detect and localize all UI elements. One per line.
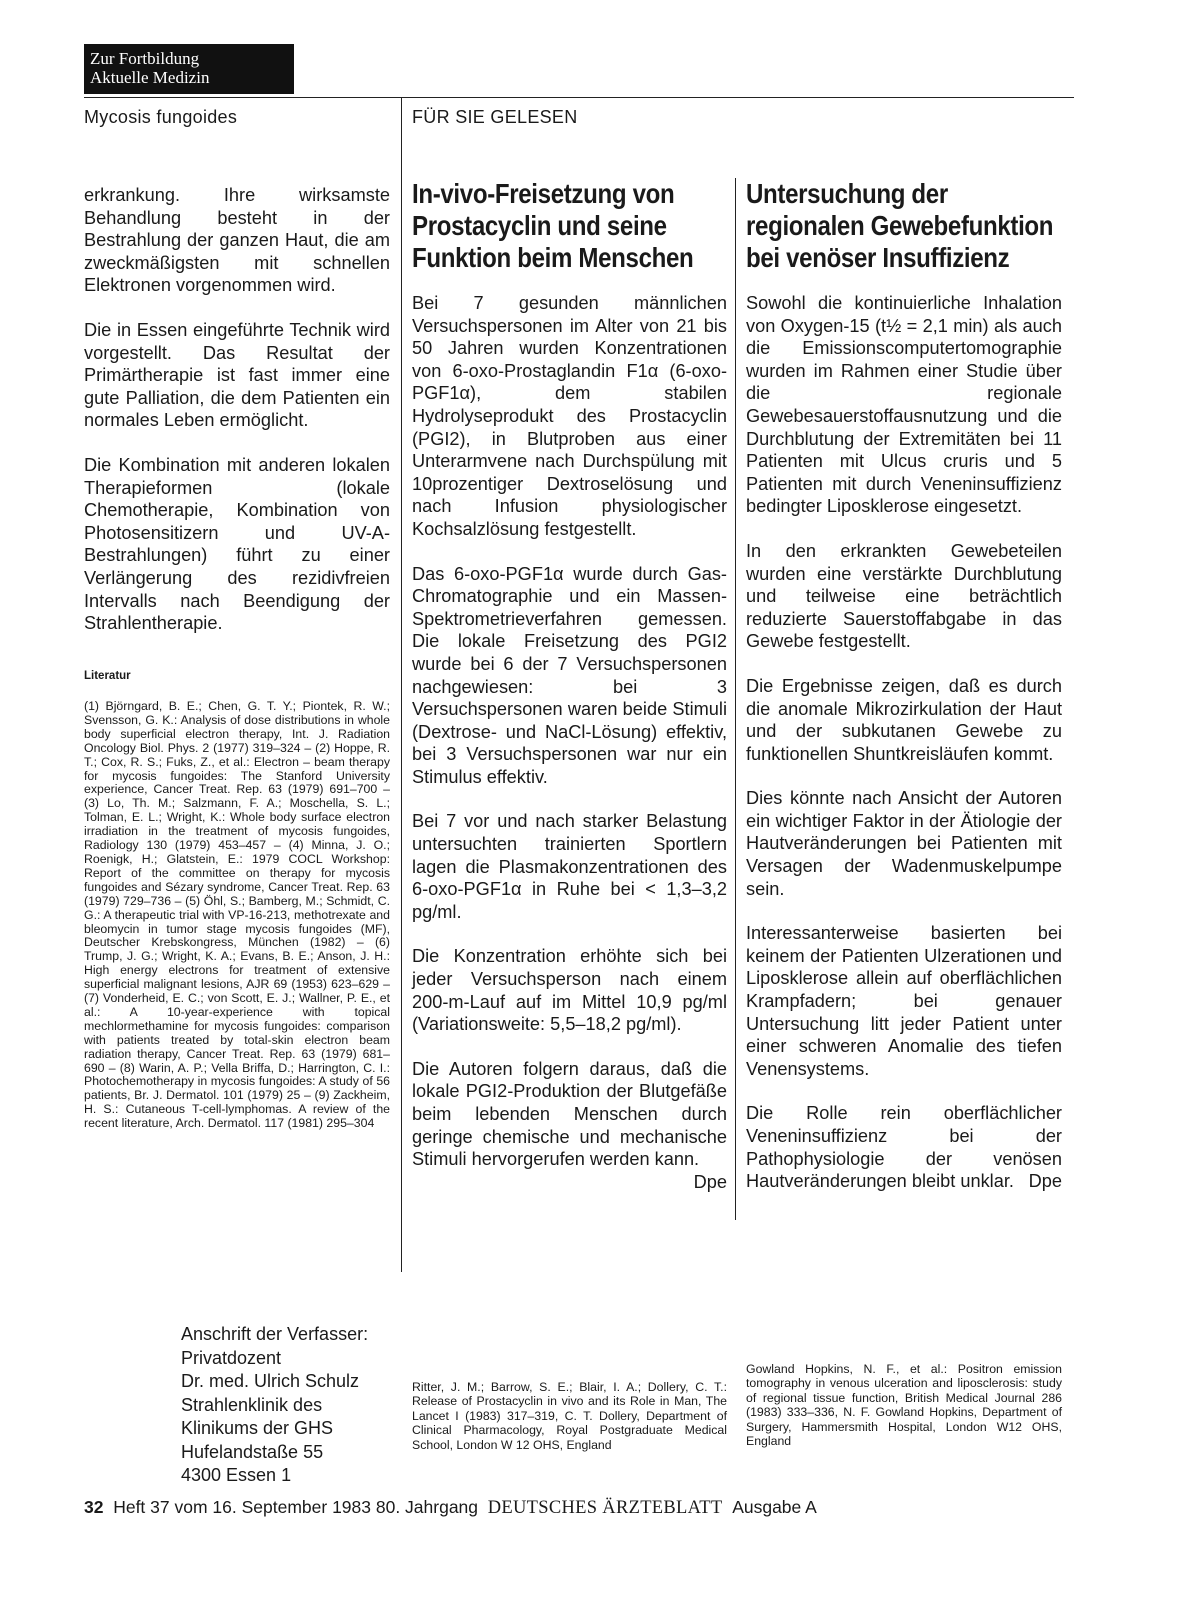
author-address [181, 1323, 401, 1488]
address-line: Strahlenklinik des [181, 1394, 323, 1415]
paragraph: Sowohl die kontinuierliche Inhalation von Oxygen-15 (t½ = 2,1 min) als auch die Emissionscomputertomographie wurden im Rahmen einer Studie über die regionale Gewebesauerstoffausnutzung und die Durchblutung der Extremitäten bei 11 Patienten mit Ulcus cruris und 5 Patienten mit durch Veneninsuffizienz bedingter Liposklerose eingesetzt. [746, 293, 1062, 517]
section-title-right: FÜR SIE GELESEN [412, 107, 578, 127]
paragraph: Die Autoren folgern daraus, daß die lokale PGI2-Produktion der Blutgefäße beim lebenden Menschen durch geringe chemische und mechanische Stimuli hervorgerufen werden kann. [412, 1058, 727, 1170]
paragraph: Das 6-oxo-PGF1α wurde durch Gas-Chromatographie und ein Massen-Spektrometrieverfahren gemessen. Die lokale Freisetzung des PGI2 wurde bei 6 der 7 Versuchspersonen nachgewiesen: bei 3 Versuchspersonen waren beide Stimuli (Dextrose- und NaCl-Lösung) effektiv, bei 3 Versuchspersonen war nur ein Stimulus effektiv. [412, 563, 727, 787]
reference: Ritter, J. M.; Barrow, S. E.; Blair, I. A.; Dollery, C. T.: Release of Prostacyclin in vivo and its Role in Man, The Lancet I (1983) 317–319, C. T. Dollery, Department of Clinical Pharmacology, Royal Postgraduate Medical School, London W 12 OHS, England [412, 1380, 727, 1452]
literature-heading: Literatur [84, 670, 131, 682]
header-rule [84, 97, 1074, 98]
paragraph: Die in Essen eingeführte Technik wird vorgestellt. Das Resultat der Primärtherapie ist fast immer eine gute Palliation, die dem Patienten ein normales Leben ermöglicht. [84, 319, 390, 431]
paragraph: Dies könnte nach Ansicht der Autoren ein wichtiger Faktor in der Ätiologie der Hautveränderungen bei Patienten mit Versagen der Wadenmuskelpumpe sein. [746, 788, 1062, 899]
badge-line-1: Zur Fortbildung [90, 49, 200, 68]
section-title-left: Mycosis fungoides [84, 107, 238, 127]
address-line: Klinikums der GHS [181, 1418, 334, 1438]
badge-line-2: Aktuelle Medizin [90, 68, 210, 87]
issue-info: Heft 37 vom 16. September 1983 80. Jahrgang [113, 1497, 479, 1517]
column-2-headline-wrap [412, 178, 727, 274]
column-2-body [412, 292, 727, 1193]
journal-name: DEUTSCHES ÄRZTEBLATT [487, 1498, 723, 1518]
article-headline: In-vivo-Freisetzung von Prostacyclin und seine Funktion beim Menschen [412, 178, 694, 273]
column-divider-2 [735, 178, 736, 1220]
paragraph: In den erkrankten Gewebeteilen wurden eine verstärkte Durchblutung und teilweise eine beträchtlich reduzierte Sauerstoffabgabe in das Gewebe festgestellt. [746, 540, 1062, 652]
column-divider-1 [401, 97, 402, 1272]
paragraph: Interessanterweise basierten bei keinem der Patienten Ulzerationen und Liposklerose allein auf oberflächlichen Krampfadern; bei genauer Untersuchung litt jeder Patient unter einer schweren Anomalie des tiefen Venensystems. [746, 923, 1062, 1079]
page-footer [84, 1497, 817, 1519]
edition: Ausgabe A [732, 1497, 817, 1517]
reference: Gowland Hopkins, N. F., et al.: Positron emission tomography in venous ulceration and liposclerosis: study of regional tissue function, British Medical Journal 286 (1983) 333–336, N. F. Gowland Hopkins, Department of Surgery, Hammersmith Hospital, London W12 OHS, England [746, 1362, 1062, 1449]
page-number: 32 [84, 1497, 104, 1517]
address-line: Hufelandstaße 55 [181, 1441, 324, 1462]
paragraph: Die Rolle rein oberflächlicher Veneninsuffizienz bei der Pathophysiologie der venösen Hautveränderungen bleibt unklar. [746, 1103, 1062, 1192]
column-3-headline-wrap [746, 178, 1064, 274]
column-3-body [746, 292, 1062, 1193]
literature-list: (1) Björngard, B. E.; Chen, G. T. Y.; Piontek, R. W.; Svensson, G. K.: Analysis of dose distributions in whole body superficial electron therapy, Int. J. Radiation Oncology Biol. Phys. 2 (1977) 319–324 – (2) Hoppe, R. T.; Cox, R. S.; Fuks, Z., et al.: Electron – beam therapy for mycosis fungoides: The Stanford University experience, Cancer Treat. Rep. 63 (1979) 691–700 – (3) Lo, Th. M.; Salzmann, F. A.; Moschella, S. L.; Tolman, E. L.; Wright, K.: Whole body surface electron irradiation in the treatment of mycosis fungoides, Radiology 130 (1979) 453–457 – (4) Minna, J. O.; Roenigk, H.; Glatstein, E.: 1979 COCL Workshop: Report of the committee on therapy for mycosis fungoides and Sézary syndrome, Cancer Treat. Rep. 63 (1979) 729–736 – (5) Öhl, S.; Bamberg, M.; Schmidt, C. G.: A therapeutic trial with VP-16-213, methotrexate and bleomycin in tumor stage mycosis fungoides (MF), Deutscher Krebskongress, München (1982) – (6) Trump, J. G.; Wright, K. A.; Evans, B. E.; Anson, J. H.: High energy electrons for treatment of extensive superficial malignant lesions, AJR 69 (1953) 623–629 – (7) Vonderheid, E. C.; von Scott, E. J.; Wallner, P. E., et al.: A 10-year-experience with topical mechlormethamine for mycosis fungoides: comparison with patients treated by total-skin electron beam radiation therapy, Cancer Treat. Rep. 63 (1979) 681–690 – (8) Warin, A. P.; Vella Briffa, D.; Harrington, C. I.: Photochemotherapy in mycosis fungoides: A study of 56 patients, Br. J. Dermatol. 101 (1979) 25 – (9) Zackheim, H. S.: Cutaneous T-cell-lymphomas. A review of the recent literature, Arch. Dermatol. 117 (1981) 295–304 [84, 699, 390, 1131]
paragraph: Bei 7 gesunden männlichen Versuchspersonen im Alter von 21 bis 50 Jahren wurden Konzentrationen von 6-oxo-Prostaglandin F1α (6-oxo-PGF1α), dem stabilen Hydrolyseprodukt des Prostacyclin (PGI2), in Blutproben aus einer Unterarmvene nach Durchspülung mit 10prozentiger Dextroselösung und nach Infusion physiologischer Kochsalzlösung festgestellt. [412, 293, 727, 539]
address-line: Dr. med. Ulrich Schulz [181, 1371, 360, 1391]
paragraph-last [746, 1102, 1062, 1192]
paragraph: Die Ergebnisse zeigen, daß es durch die anomale Mikrozirkulation der Haut und der subkutanen Gewebe zu funktionellen Shuntkreisläufen kommt. [746, 675, 1062, 764]
article-headline: Untersuchung der regionalen Gewebefunktion bei venöser Insuffizienz [746, 178, 1054, 273]
paragraph-last [412, 1058, 727, 1192]
author-signature: Dpe [1028, 1171, 1062, 1192]
column-1-body [84, 184, 390, 657]
section-badge [84, 44, 294, 94]
paragraph: Bei 7 vor und nach starker Belastung untersuchten trainierten Sportlern lagen die Plasmakonzentrationen des 6-oxo-PGF1α in Ruhe bei < 1,3–3,2 pg/ml. [412, 811, 727, 922]
address-line: Anschrift der Verfasser: [181, 1324, 369, 1344]
paragraph: Die Kombination mit anderen lokalen Therapieformen (lokale Chemotherapie, Kombination von Photosensitizern und UV-A-Bestrahlungen) führt zu einer Verlängerung des rezidivfreien Intervalls nach Beendigung der Strahlentherapie. [84, 454, 390, 634]
address-line: Privatdozent [181, 1347, 282, 1368]
address-line: 4300 Essen 1 [181, 1465, 292, 1485]
paragraph: Die Konzentration erhöhte sich bei jeder Versuchsperson nach einem 200-m-Lauf auf im Mittel 10,9 pg/ml (Variationsweite: 5,5–18,2 pg/ml). [412, 946, 727, 1035]
paragraph: erkrankung. Ihre wirksamste Behandlung besteht in der Bestrahlung der ganzen Haut, die am zweckmäßigsten mit schnellen Elektronen vorgenommen wird. [84, 185, 390, 296]
author-signature: Dpe [693, 1171, 727, 1192]
